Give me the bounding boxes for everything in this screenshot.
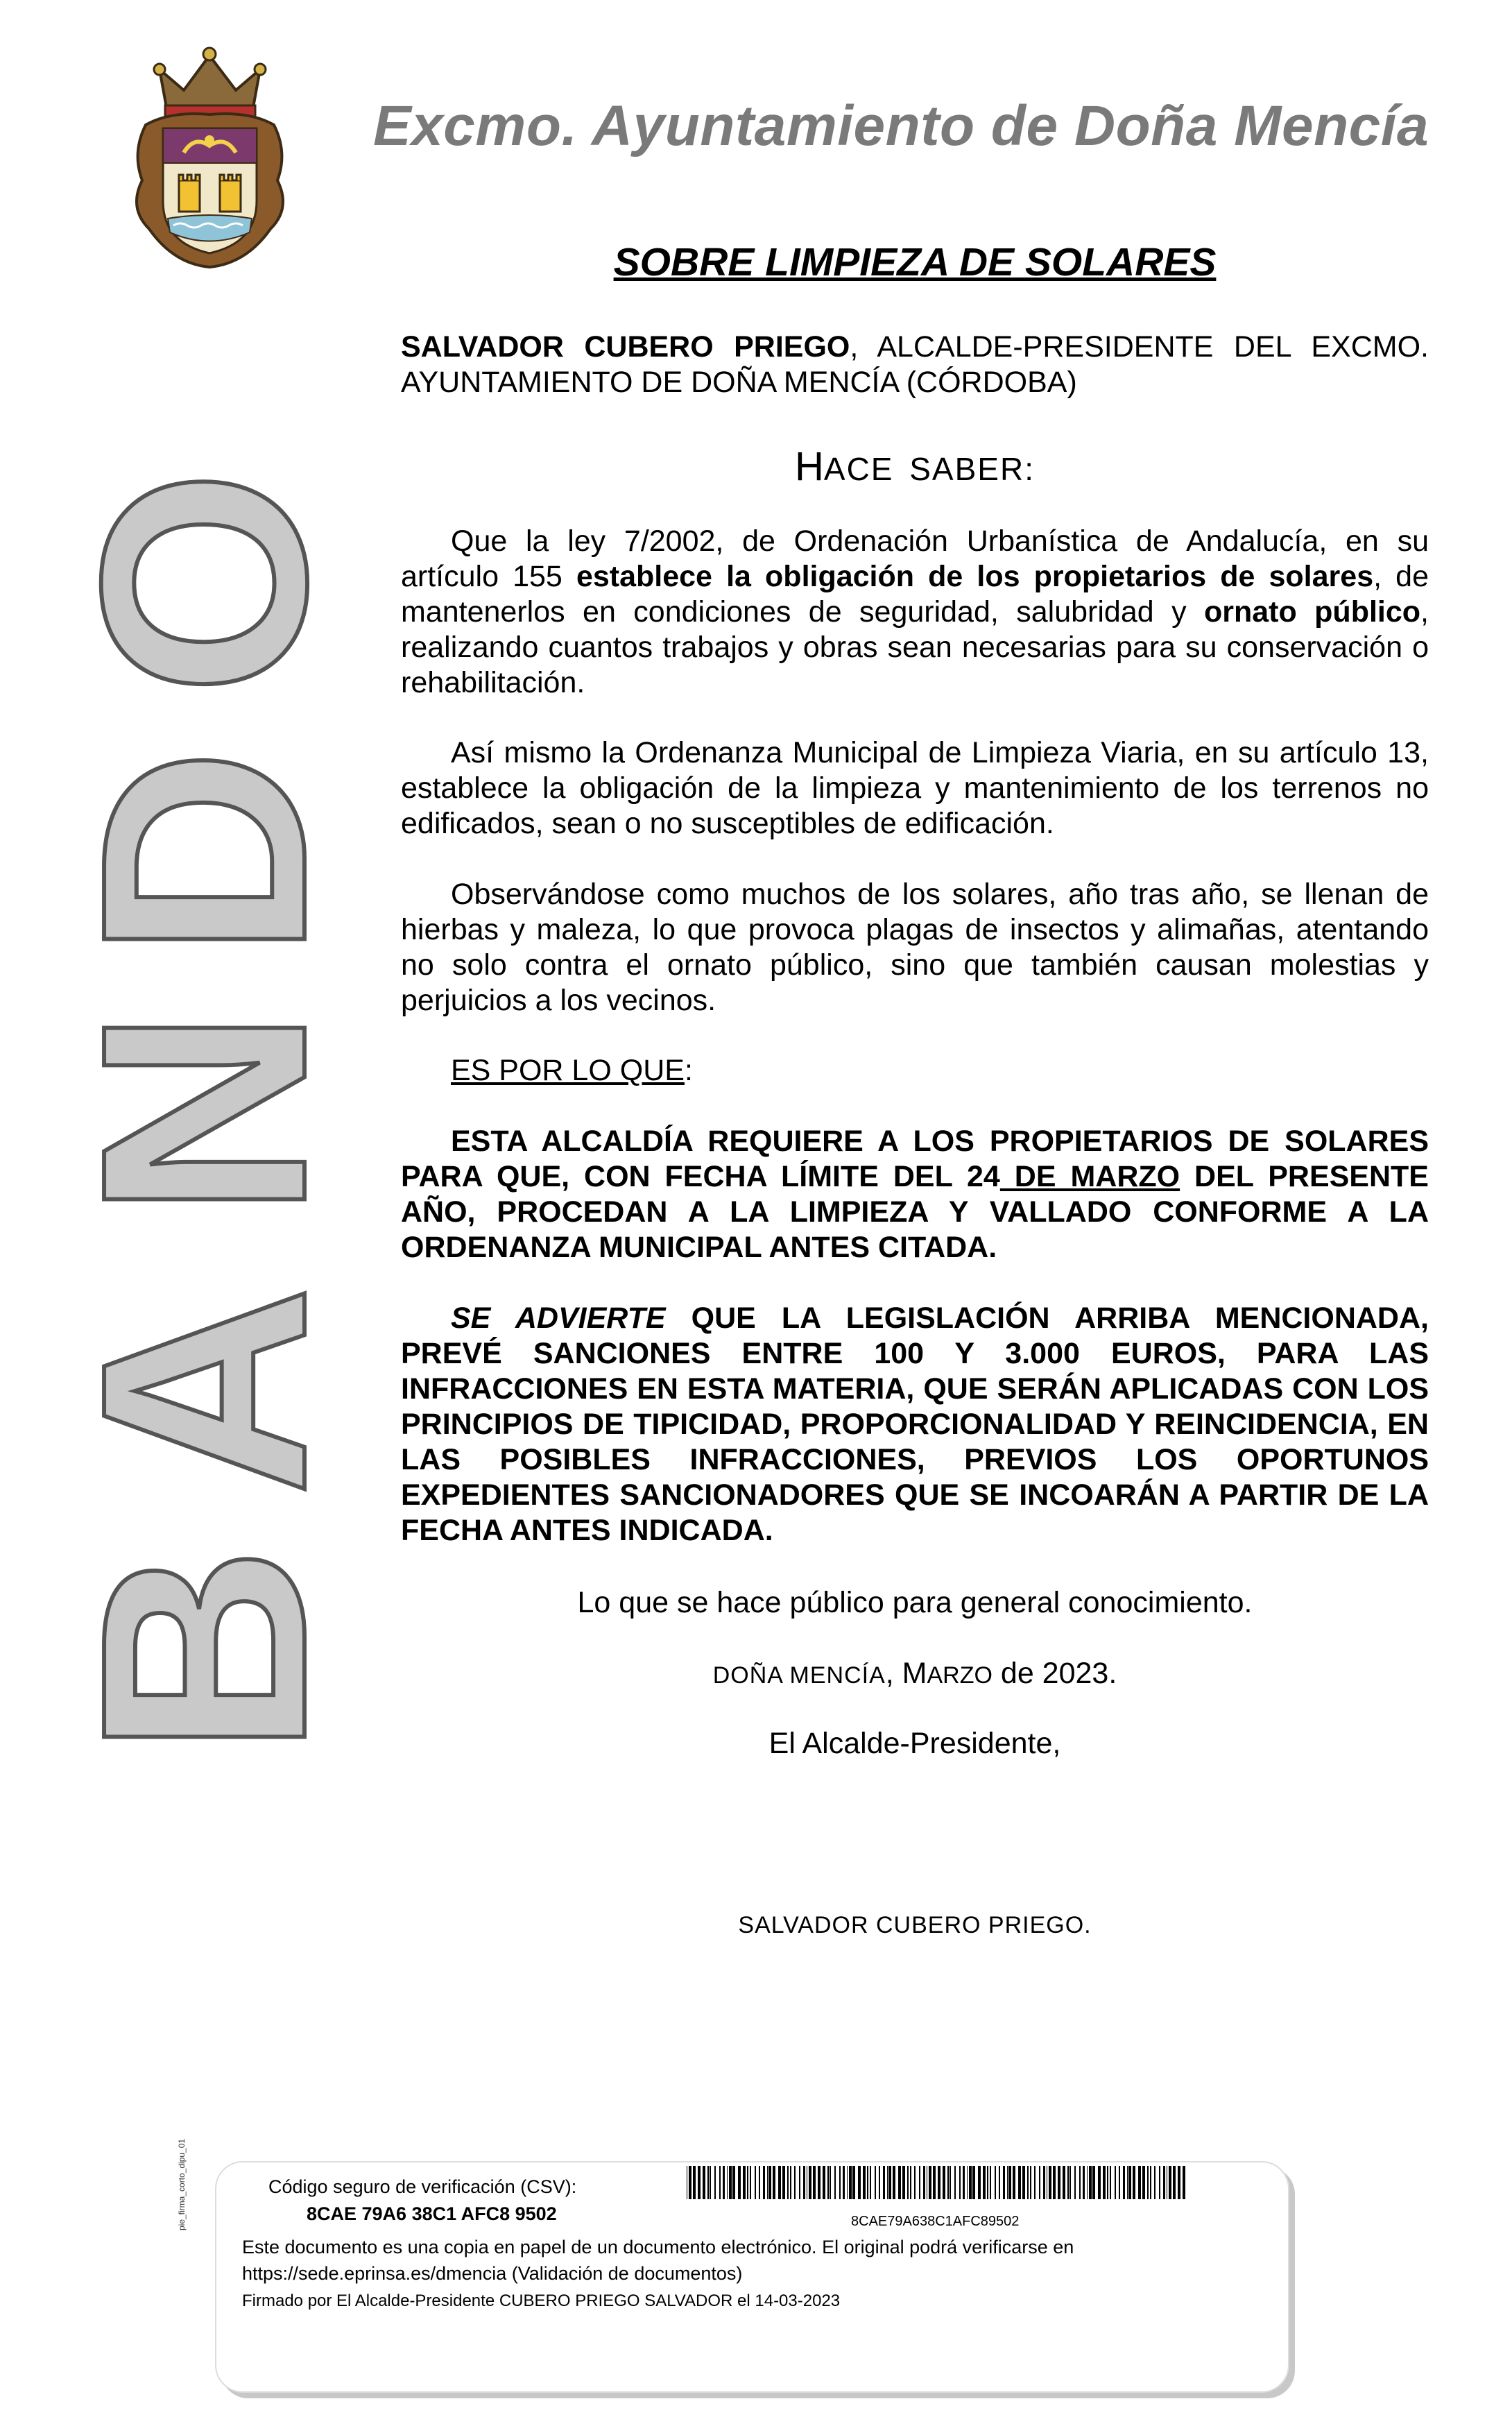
bando-letter-n: N xyxy=(42,1008,367,1219)
footer-side-code: pie_firma_corto_dipu_01 xyxy=(177,2138,187,2230)
law-text-bold-ornato: ornato público xyxy=(1203,595,1421,629)
barcode-bar xyxy=(959,2166,961,2199)
barcode-bar xyxy=(933,2166,936,2199)
barcode-bar xyxy=(852,2166,855,2199)
barcode-bar xyxy=(867,2166,868,2199)
barcode-bar xyxy=(759,2166,760,2199)
barcode-bar xyxy=(767,2166,768,2199)
barcode-bar xyxy=(787,2166,789,2199)
barcode-bar xyxy=(1022,2166,1025,2199)
barcode-bar xyxy=(875,2166,876,2199)
barcode-bar xyxy=(1030,2166,1031,2199)
barcode-bar xyxy=(1053,2166,1056,2199)
barcode-bar xyxy=(827,2166,829,2199)
barcode-bar xyxy=(710,2166,711,2199)
barcode-bar xyxy=(1163,2166,1165,2199)
law-text-1: Que la ley 7/2002, de Ordenación Urbanística de Andalucía, en su artículo 155 xyxy=(401,524,1429,593)
barcode-bar xyxy=(1039,2166,1040,2199)
barcode-bar xyxy=(888,2166,891,2199)
barcode-bar xyxy=(1067,2166,1069,2199)
paragraph-law xyxy=(401,524,1429,701)
barcode-bar xyxy=(947,2166,949,2199)
barcode-bar xyxy=(883,2166,885,2199)
date-place: DOÑA MENCÍA xyxy=(712,1662,886,1689)
barcode-bar xyxy=(723,2166,725,2199)
por-lo-que-line xyxy=(451,1053,693,1089)
barcode-bar xyxy=(990,2166,991,2199)
barcode-bar xyxy=(1063,2166,1065,2199)
barcode-bar xyxy=(914,2166,916,2199)
law-text-bold-obligation: establece la obligación de los propietarios de solares xyxy=(576,560,1374,593)
barcode-bar xyxy=(919,2166,920,2199)
author-title: , ALCALDE-PRESIDENTE DEL EXCMO. AYUNTAMIENTO DE DOÑA MENCÍA (CÓRDOBA) xyxy=(401,330,1429,399)
barcode-bar xyxy=(1098,2166,1101,2199)
barcode-bar xyxy=(1013,2166,1015,2199)
barcode-bar xyxy=(1110,2166,1111,2199)
barcode-bar xyxy=(1027,2166,1029,2199)
barcode-bar xyxy=(938,2166,940,2199)
bando-letter-b: B xyxy=(42,1546,367,1757)
signer-name: SALVADOR CUBERO PRIEGO. xyxy=(738,1912,1092,1938)
closing-statement: Lo que se hace público para general conocimiento. xyxy=(577,1586,1253,1619)
barcode-bar xyxy=(834,2166,836,2199)
barcode-bar xyxy=(983,2166,986,2199)
barcode-bar xyxy=(803,2166,805,2199)
barcode-bar xyxy=(823,2166,825,2199)
barcode-bar xyxy=(698,2166,701,2199)
barcode-bar xyxy=(987,2166,988,2199)
barcode-bar xyxy=(839,2166,841,2199)
date-month-rest: ARZO xyxy=(927,1662,993,1689)
announce-heading xyxy=(401,443,1429,493)
barcode-bar xyxy=(1087,2166,1088,2199)
barcode-bar xyxy=(1074,2166,1076,2199)
barcode-bar xyxy=(893,2166,895,2199)
barcode-bar xyxy=(1133,2166,1135,2199)
barcode-bar xyxy=(1103,2166,1106,2199)
paragraph-observation: Observándose como muchos de los solares, año tras año, se llenan de hierbas y maleza, lo que provoca plagas de insectos y alimañas, atentando no solo contra el ornato público, sino que también causan molestias y perjuicios a los vecinos. xyxy=(401,878,1429,1017)
barcode-bar xyxy=(902,2166,905,2199)
barcode-bar xyxy=(707,2166,709,2199)
barcode-bar xyxy=(768,2166,771,2199)
barcode-bar xyxy=(849,2166,852,2199)
warning-lead: SE ADVIERTE xyxy=(451,1301,666,1335)
document-subject: SOBRE LIMPIEZA DE SOLARES xyxy=(613,240,1217,284)
author-line xyxy=(401,330,1429,400)
barcode-bar xyxy=(729,2166,732,2199)
bando-letter-a: A xyxy=(42,1286,367,1496)
csv-code: 8CAE 79A6 38C1 AFC8 9502 xyxy=(307,2203,557,2224)
barcode-bar xyxy=(1115,2166,1116,2199)
barcode-bar xyxy=(995,2166,996,2199)
barcode-bar xyxy=(923,2166,925,2199)
barcode-bar xyxy=(750,2166,751,2199)
barcode-bar xyxy=(950,2166,951,2199)
barcode-bar xyxy=(1007,2166,1008,2199)
signed-by: Firmado por El Alcalde-Presidente CUBERO PRIEGO SALVADOR el 14-03-2023 xyxy=(242,2291,841,2310)
barcode-bar xyxy=(963,2166,965,2199)
barcode-bar xyxy=(978,2166,981,2199)
date-separator: , xyxy=(885,1657,902,1690)
barcode-bar xyxy=(1123,2166,1125,2199)
barcode-bar xyxy=(954,2166,956,2199)
barcode-bar xyxy=(703,2166,705,2199)
barcode-bar xyxy=(843,2166,845,2199)
law-text-3: , realizando cuantos trabajos y obras sean necesarias para su conservación o rehabilitación. xyxy=(401,595,1429,699)
barcode-bar xyxy=(1119,2166,1120,2199)
announce-heading-initial: H xyxy=(795,444,824,489)
barcode-bar xyxy=(818,2166,821,2199)
author-name: SALVADOR CUBERO PRIEGO xyxy=(401,330,850,364)
barcode-bar xyxy=(714,2166,716,2199)
barcode-bar xyxy=(689,2166,691,2199)
barcode-bar xyxy=(830,2166,831,2199)
barcode-bar xyxy=(910,2166,911,2199)
barcode-bar xyxy=(943,2166,945,2199)
barcode-bar xyxy=(858,2166,861,2199)
barcode-bar xyxy=(794,2166,796,2199)
date-line xyxy=(401,1656,1429,1693)
barcode-bar xyxy=(1173,2166,1176,2199)
requirement-text-1: ESTA ALCALDÍA REQUIERE A LOS PROPIETARIOS DE SOLARES PARA QUE, CON FECHA LÍMITE DEL 24 xyxy=(401,1125,1429,1193)
barcode-bar xyxy=(809,2166,811,2199)
barcode-bar xyxy=(738,2166,741,2199)
barcode-bar xyxy=(1018,2166,1021,2199)
barcode-bar xyxy=(1008,2166,1011,2199)
barcode-bar xyxy=(1142,2166,1145,2199)
barcode-bar xyxy=(719,2166,721,2199)
barcode-bar xyxy=(847,2166,848,2199)
barcode-bar xyxy=(1138,2166,1141,2199)
barcode-bar xyxy=(693,2166,696,2199)
warning-paragraph xyxy=(401,1301,1429,1548)
verify-url[interactable]: https://sede.eprinsa.es/dmencia (Validación de documentos) xyxy=(242,2263,743,2284)
bando-letter-o: O xyxy=(42,469,367,697)
paragraph-ordinance: Así mismo la Ordenanza Municipal de Limpieza Viaria, en su artículo 13, establece la obligación de la limpieza y mantenimiento de los terrenos no edificados, sean o no susceptibles de edificación. xyxy=(401,736,1429,840)
bando-letter-d: D xyxy=(42,748,367,959)
barcode-bar xyxy=(969,2166,972,2199)
barcode-bar xyxy=(1147,2166,1149,2199)
barcode-bar xyxy=(755,2166,756,2199)
barcode-bar xyxy=(1079,2166,1081,2199)
barcode-bar xyxy=(1150,2166,1151,2199)
barcode-bar xyxy=(1089,2166,1092,2199)
barcode-bar xyxy=(1154,2166,1156,2199)
barcode-bar xyxy=(747,2166,748,2199)
announce-heading-rest: ACE SABER: xyxy=(823,451,1035,487)
barcode-bar xyxy=(763,2166,765,2199)
requirement-text-2: DEL PRESENTE AÑO, PROCEDAN A LA LIMPIEZA Y VALLADO CONFORME A LA ORDENANZA MUNICIPAL ANTES CITADA. xyxy=(401,1160,1429,1264)
barcode-bar xyxy=(1034,2166,1036,2199)
barcode-bar xyxy=(813,2166,816,2199)
barcode-bar xyxy=(1169,2166,1171,2199)
csv-label: Código seguro de verificación (CSV): xyxy=(268,2176,577,2197)
barcode-bar xyxy=(1069,2166,1071,2199)
barcode-bar xyxy=(999,2166,1000,2199)
warning-text: QUE LA LEGISLACIÓN ARRIBA MENCIONADA, PREVÉ SANCIONES ENTRE 100 Y 3.000 EUROS, PARA LAS INFRACCIONES EN ESTA MATERIA, QUE SERÁN APLICADAS CON LOS PRINCIPIOS DE TIPICIDAD, PROPORCIONALIDAD Y REINCIDENCIA, EN LAS POSIBLES INFRACCIONES, PREVIOS LOS OPORTUNOS EXPEDIENTES SANCIONADORES QUE SE INCOARÁN A PARTIR DE LA FECHA ANTES INDICADA. xyxy=(401,1301,1429,1547)
requirement-deadline-month: DE MARZO xyxy=(999,1160,1180,1193)
barcode-bar xyxy=(1083,2166,1085,2199)
barcode-bar xyxy=(1127,2166,1128,2199)
barcode-bar xyxy=(1003,2166,1005,2199)
copy-notice: Este documento es una copia en papel de un documento electrónico. El original podrá verificarse en xyxy=(242,2237,1074,2257)
barcode-bar xyxy=(879,2166,880,2199)
barcode-bar xyxy=(782,2166,785,2199)
signer-role: El Alcalde-Presidente, xyxy=(768,1727,1061,1760)
barcode-text: 8CAE79A638C1AFC89502 xyxy=(851,2214,1020,2229)
barcode-bar xyxy=(929,2166,931,2199)
date-month-initial: M xyxy=(902,1657,927,1690)
barcode-bar xyxy=(1092,2166,1095,2199)
barcode-bar xyxy=(743,2166,746,2199)
barcode-bar xyxy=(773,2166,775,2199)
barcode-bar xyxy=(967,2166,968,2199)
barcode-bar xyxy=(1043,2166,1045,2199)
coat-of-arms-crest xyxy=(125,42,295,271)
law-text-2: , de mantenerlos en condiciones de seguridad, salubridad y xyxy=(401,560,1429,629)
barcode-bar xyxy=(870,2166,871,2199)
barcode-bar xyxy=(1107,2166,1108,2199)
barcode-bar xyxy=(1128,2166,1131,2199)
barcode-bar xyxy=(732,2166,735,2199)
por-lo-que-text: ES POR LO QUE xyxy=(451,1054,685,1087)
bando-side-title xyxy=(42,416,367,1757)
date-year: de 2023. xyxy=(992,1657,1117,1690)
barcode-bar xyxy=(898,2166,901,2199)
barcode-bar xyxy=(799,2166,800,2199)
barcode-bar xyxy=(727,2166,728,2199)
barcode-bar xyxy=(907,2166,909,2199)
barcode-bar xyxy=(1159,2166,1160,2199)
barcode-bar xyxy=(887,2166,888,2199)
barcode-bar xyxy=(1049,2166,1051,2199)
barcode-bar xyxy=(1058,2166,1060,2199)
barcode-bar xyxy=(790,2166,791,2199)
barcode-bar xyxy=(1178,2166,1180,2199)
requirement-paragraph xyxy=(401,1124,1429,1265)
barcode-bar xyxy=(863,2166,866,2199)
organization-title: Excmo. Ayuntamiento de Doña Mencía xyxy=(373,94,1429,157)
barcode-bar xyxy=(972,2166,975,2199)
barcode-image xyxy=(687,2166,1186,2199)
barcode-bar xyxy=(778,2166,781,2199)
barcode-bar xyxy=(1183,2166,1185,2199)
por-lo-que-colon: : xyxy=(684,1054,693,1087)
